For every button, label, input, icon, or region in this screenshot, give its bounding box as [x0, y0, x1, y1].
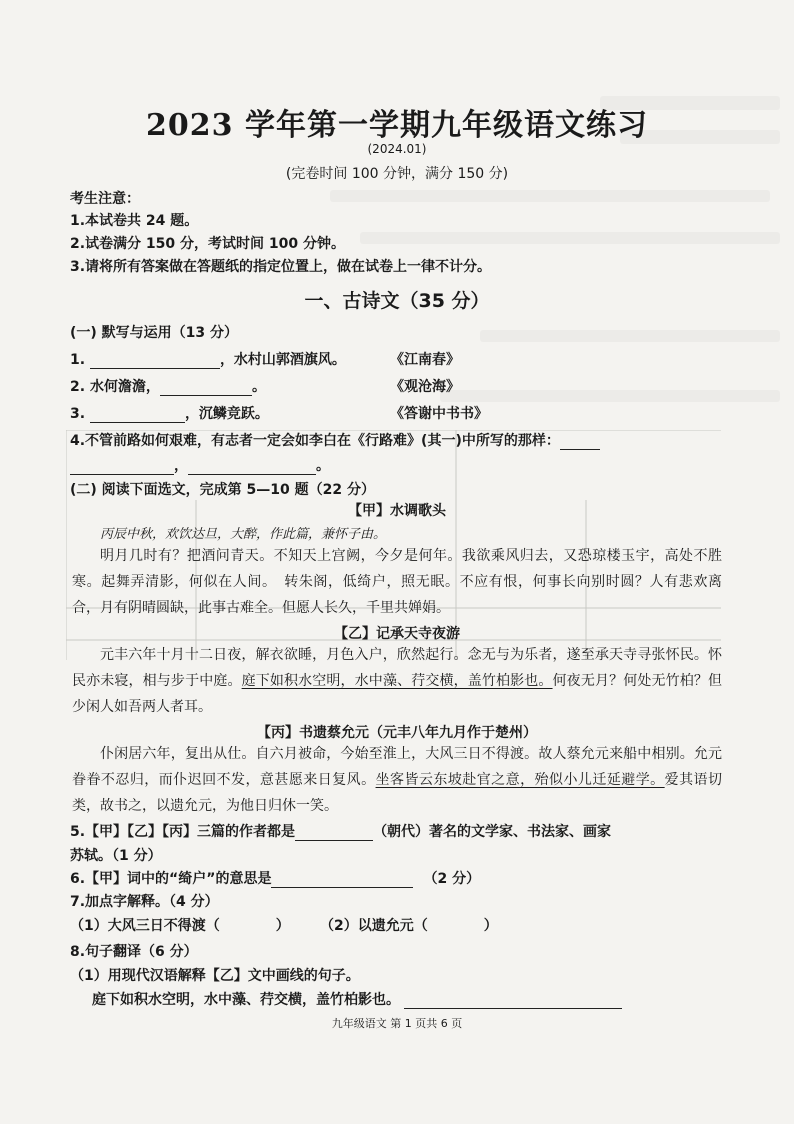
exam-title: 2023 学年第一学期九年级语文练习	[146, 108, 648, 143]
show-through-mark	[480, 330, 780, 342]
question-2	[70, 376, 266, 396]
passage-text: 仆闲居六年，复出从仕。自六月被命，今始至淮上，大风三日不得渡。故人蔡允元来船中相别。允元眷眷不忍归，而仆迟回不发，意甚愿来日复风。	[72, 746, 722, 788]
question-1	[70, 349, 346, 369]
question-number: 1.	[70, 352, 86, 368]
question-text: 庭下如积水空明，水中藻、荇交横，盖竹柏影也。	[92, 992, 400, 1008]
question-number: 2.	[70, 379, 86, 395]
answer-blank[interactable]	[70, 460, 174, 475]
question-7: 7.加点字解释。（4 分）	[70, 894, 219, 910]
question-text: 5.【甲】【乙】【丙】三篇的作者都是	[70, 824, 296, 840]
answer-blank[interactable]	[560, 435, 600, 450]
question-source: 《观沧海》	[390, 379, 460, 395]
question-source: 《江南春》	[390, 352, 460, 368]
show-through-mark	[440, 390, 780, 402]
question-5-continued: 苏轼。（1 分）	[70, 848, 162, 864]
part2-title: (二) 阅读下面选文，完成第 5—10 题（22 分）	[70, 482, 375, 498]
question-number: 3.	[70, 406, 86, 422]
question-text: ，沉鳞竞跃。	[184, 406, 269, 422]
question-score: （2 分）	[423, 871, 481, 887]
exam-date: (2024.01)	[367, 142, 427, 156]
answer-blank[interactable]	[160, 381, 252, 396]
section-title: 一、古诗文（35 分）	[304, 290, 490, 312]
show-through-mark	[360, 232, 780, 244]
passage-yi-title: 【乙】记承天寺夜游	[334, 626, 460, 642]
notice-item: 3.请将所有答案做在答题纸的指定位置上，做在试卷上一律不计分。	[70, 259, 492, 275]
part1-title: (一) 默写与运用（13 分）	[70, 325, 239, 341]
answer-blank[interactable]	[271, 873, 413, 888]
passage-text: 元丰六年十月十二日夜，解衣欲睡，月色入户，欣然起行。念无与为乐者，遂至承天寺寻张怀民。怀民亦未寝，相与步于中庭。	[72, 647, 722, 689]
separator: 。	[316, 458, 330, 474]
question-3	[70, 403, 269, 423]
separator: ，	[174, 458, 188, 474]
question-4	[70, 430, 600, 450]
answer-blank[interactable]	[90, 354, 220, 369]
question-text: 。	[251, 379, 266, 395]
question-7-2	[320, 915, 498, 935]
notice-heading: 考生注意：	[70, 191, 140, 207]
answer-blank[interactable]	[295, 826, 373, 841]
question-text: 6.【甲】词中的“绮户”的意思是	[70, 871, 272, 887]
exam-time-note: (完卷时间 100 分钟，满分 150 分)	[285, 166, 509, 182]
show-through-mark	[330, 190, 770, 202]
passage-jia-title: 【甲】水调歌头	[348, 503, 446, 519]
passage-jia-text: 明月几时有？把酒问青天。不知天上宫阙，今夕是何年。我欲乘风归去，又恐琼楼玉宇，高处不胜寒。起舞弄清影，何似在人间。 转朱阁，低绮户，照无眠。不应有恨，何事长向别时圆？人有悲欢离合，月有阴晴圆缺，此事古难全。但愿人长久，千里共婵娟。	[72, 548, 722, 616]
question-text: 水何澹澹，	[89, 379, 160, 395]
passage-text: 爱其语切类，故书之，以遗允元，为他日归休一笑。	[72, 772, 723, 814]
passage-bing-title: 【丙】书遗蔡允元（元丰八年九月作于楚州）	[257, 725, 537, 741]
question-4-continued	[70, 455, 330, 475]
question-8-1: （1）用现代汉语解释【乙】文中画线的句子。	[70, 968, 360, 984]
underlined-sentence: 坐客皆云东坡赴官之意，殆似小儿迁延避学。	[375, 772, 665, 788]
passage-jia-preface: 丙辰中秋，欢饮达旦，大醉，作此篇，兼怀子由。	[100, 527, 387, 542]
answer-blank[interactable]	[90, 408, 185, 423]
notice-item: 1.本试卷共 24 题。	[70, 213, 199, 229]
passage-text: 何夜无月？何处无竹柏？但少闲人如吾两人者耳。	[72, 673, 723, 715]
underlined-sentence: 庭下如积水空明，水中藻、荇交横，盖竹柏影也。	[241, 673, 553, 689]
question-6	[70, 868, 480, 888]
page-footer: 九年级语文 第 1 页共 6 页	[331, 1017, 463, 1030]
notice-item: 2.试卷满分 150 分，考试时间 100 分钟。	[70, 236, 346, 252]
question-text: （2）以遗允元（	[320, 918, 428, 934]
answer-blank[interactable]	[404, 994, 622, 1009]
passage-yi-text	[72, 642, 722, 720]
passage-bing-text	[72, 741, 722, 819]
question-8: 8.句子翻译（6 分）	[70, 944, 198, 960]
question-5	[70, 821, 611, 841]
separator: ）	[483, 918, 498, 934]
separator: ）	[275, 918, 290, 934]
question-text: （1）大风三日不得渡（	[70, 918, 220, 934]
question-text: 4.不管前路如何艰难，有志者一定会如李白在《行路难》(其一)中所写的那样：	[70, 433, 560, 449]
question-7-1	[70, 915, 290, 935]
question-8-1-sentence	[92, 989, 622, 1009]
question-text: （朝代）著名的文学家、书法家、画家	[373, 824, 612, 840]
question-text: ，水村山郭酒旗风。	[219, 352, 346, 368]
question-source: 《答谢中书书》	[390, 406, 488, 422]
answer-blank[interactable]	[188, 460, 316, 475]
